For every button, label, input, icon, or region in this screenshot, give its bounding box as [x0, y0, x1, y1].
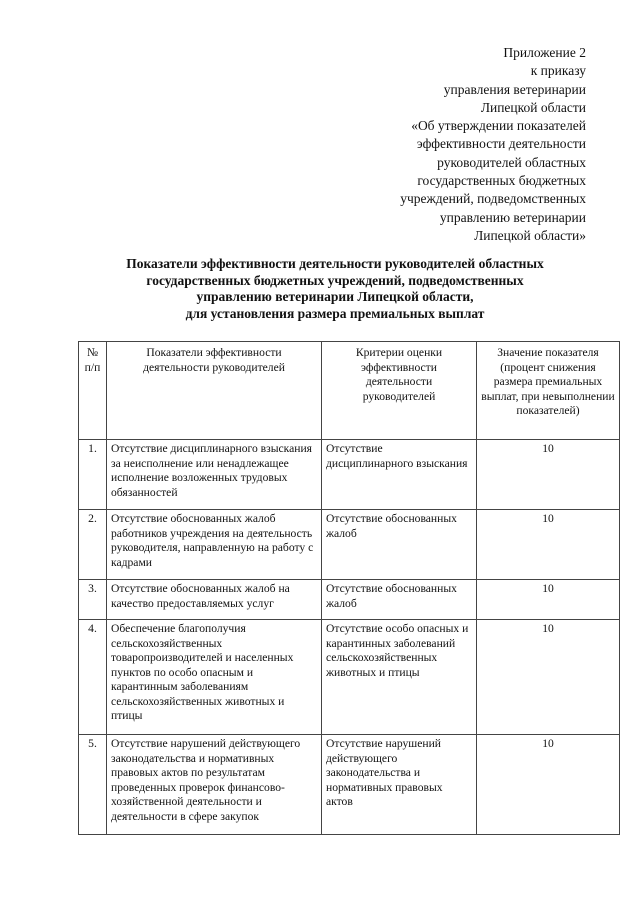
table-row	[79, 510, 620, 580]
appendix-block	[346, 44, 586, 245]
title-line: Показатели эффективности деятельности руководителей областных	[126, 256, 544, 271]
table-row	[79, 580, 620, 620]
appendix-line: управления ветеринарии	[443, 81, 586, 97]
row-criteria: Отсутствие особо опасных и карантинных заболеваний сельскохозяйственных животных и птицы	[322, 620, 477, 735]
title-line: для установления размера премиальных выплат	[185, 305, 485, 321]
table-header-row	[79, 342, 620, 440]
table-row	[79, 735, 620, 835]
row-num: 1.	[79, 440, 107, 510]
title-line: государственных бюджетных учреждений, подведомственных	[146, 272, 524, 288]
document-title	[70, 256, 600, 322]
row-value: 10	[477, 620, 620, 735]
row-indicator: Отсутствие дисциплинарного взыскания за неисполнение или ненадлежащее исполнение возложенных трудовых обязанностей	[107, 440, 322, 510]
row-criteria: Отсутствие обоснованных жалоб	[322, 580, 477, 620]
row-indicator: Обеспечение благополучия сельскохозяйственных товаропроизводителей и населенных пунктов по особо опасным и карантинным заболеваниям сельскохозяйственных животных и птицы	[107, 620, 322, 735]
row-num: 4.	[79, 620, 107, 735]
appendix-line: Приложение 2	[503, 45, 586, 60]
row-num: 3.	[79, 580, 107, 620]
appendix-line: «Об утверждении показателей	[411, 118, 586, 134]
appendix-line: к приказу	[530, 63, 586, 79]
appendix-line: руководителей областных	[437, 154, 586, 170]
row-criteria: Отсутствие дисциплинарного взыскания	[322, 440, 477, 510]
appendix-line: эффективности деятельности	[416, 136, 586, 152]
header-indicator: Показатели эффективности деятельности руководителей	[107, 342, 322, 440]
row-value: 10	[477, 510, 620, 580]
title-line: управлению ветеринарии Липецкой области,	[196, 289, 474, 304]
row-criteria: Отсутствие нарушений действующего законодательства и нормативных правовых актов	[322, 735, 477, 835]
row-value: 10	[477, 735, 620, 835]
row-indicator: Отсутствие обоснованных жалоб на качество предоставляемых услуг	[107, 580, 322, 620]
row-value: 10	[477, 440, 620, 510]
header-criteria: Критерии оценки эффективности деятельности руководителей	[322, 342, 477, 440]
indicators-table	[78, 341, 620, 835]
table-row	[79, 440, 620, 510]
table-row	[79, 620, 620, 735]
appendix-line: управлению ветеринарии	[439, 209, 586, 225]
appendix-line: Липецкой области	[480, 99, 586, 115]
appendix-line: государственных бюджетных	[417, 173, 586, 189]
row-criteria: Отсутствие обоснованных жалоб	[322, 510, 477, 580]
header-value: Значение показателя (процент снижения размера премиальных выплат, при невыполнении показателей)	[477, 342, 620, 440]
row-value: 10	[477, 580, 620, 620]
header-num: № п/п	[79, 342, 107, 440]
row-indicator: Отсутствие обоснованных жалоб работников учреждения на деятельность руководителя, направленную на работу с кадрами	[107, 510, 322, 580]
row-indicator: Отсутствие нарушений действующего законодательства и нормативных правовых актов по результатам проведенных проверок финансово-хозяйственной деятельности и деятельности в сфере закупок	[107, 735, 322, 835]
row-num: 2.	[79, 510, 107, 580]
appendix-line: Липецкой области»	[474, 227, 586, 243]
appendix-line: учреждений, подведомственных	[400, 191, 586, 207]
row-num: 5.	[79, 735, 107, 835]
